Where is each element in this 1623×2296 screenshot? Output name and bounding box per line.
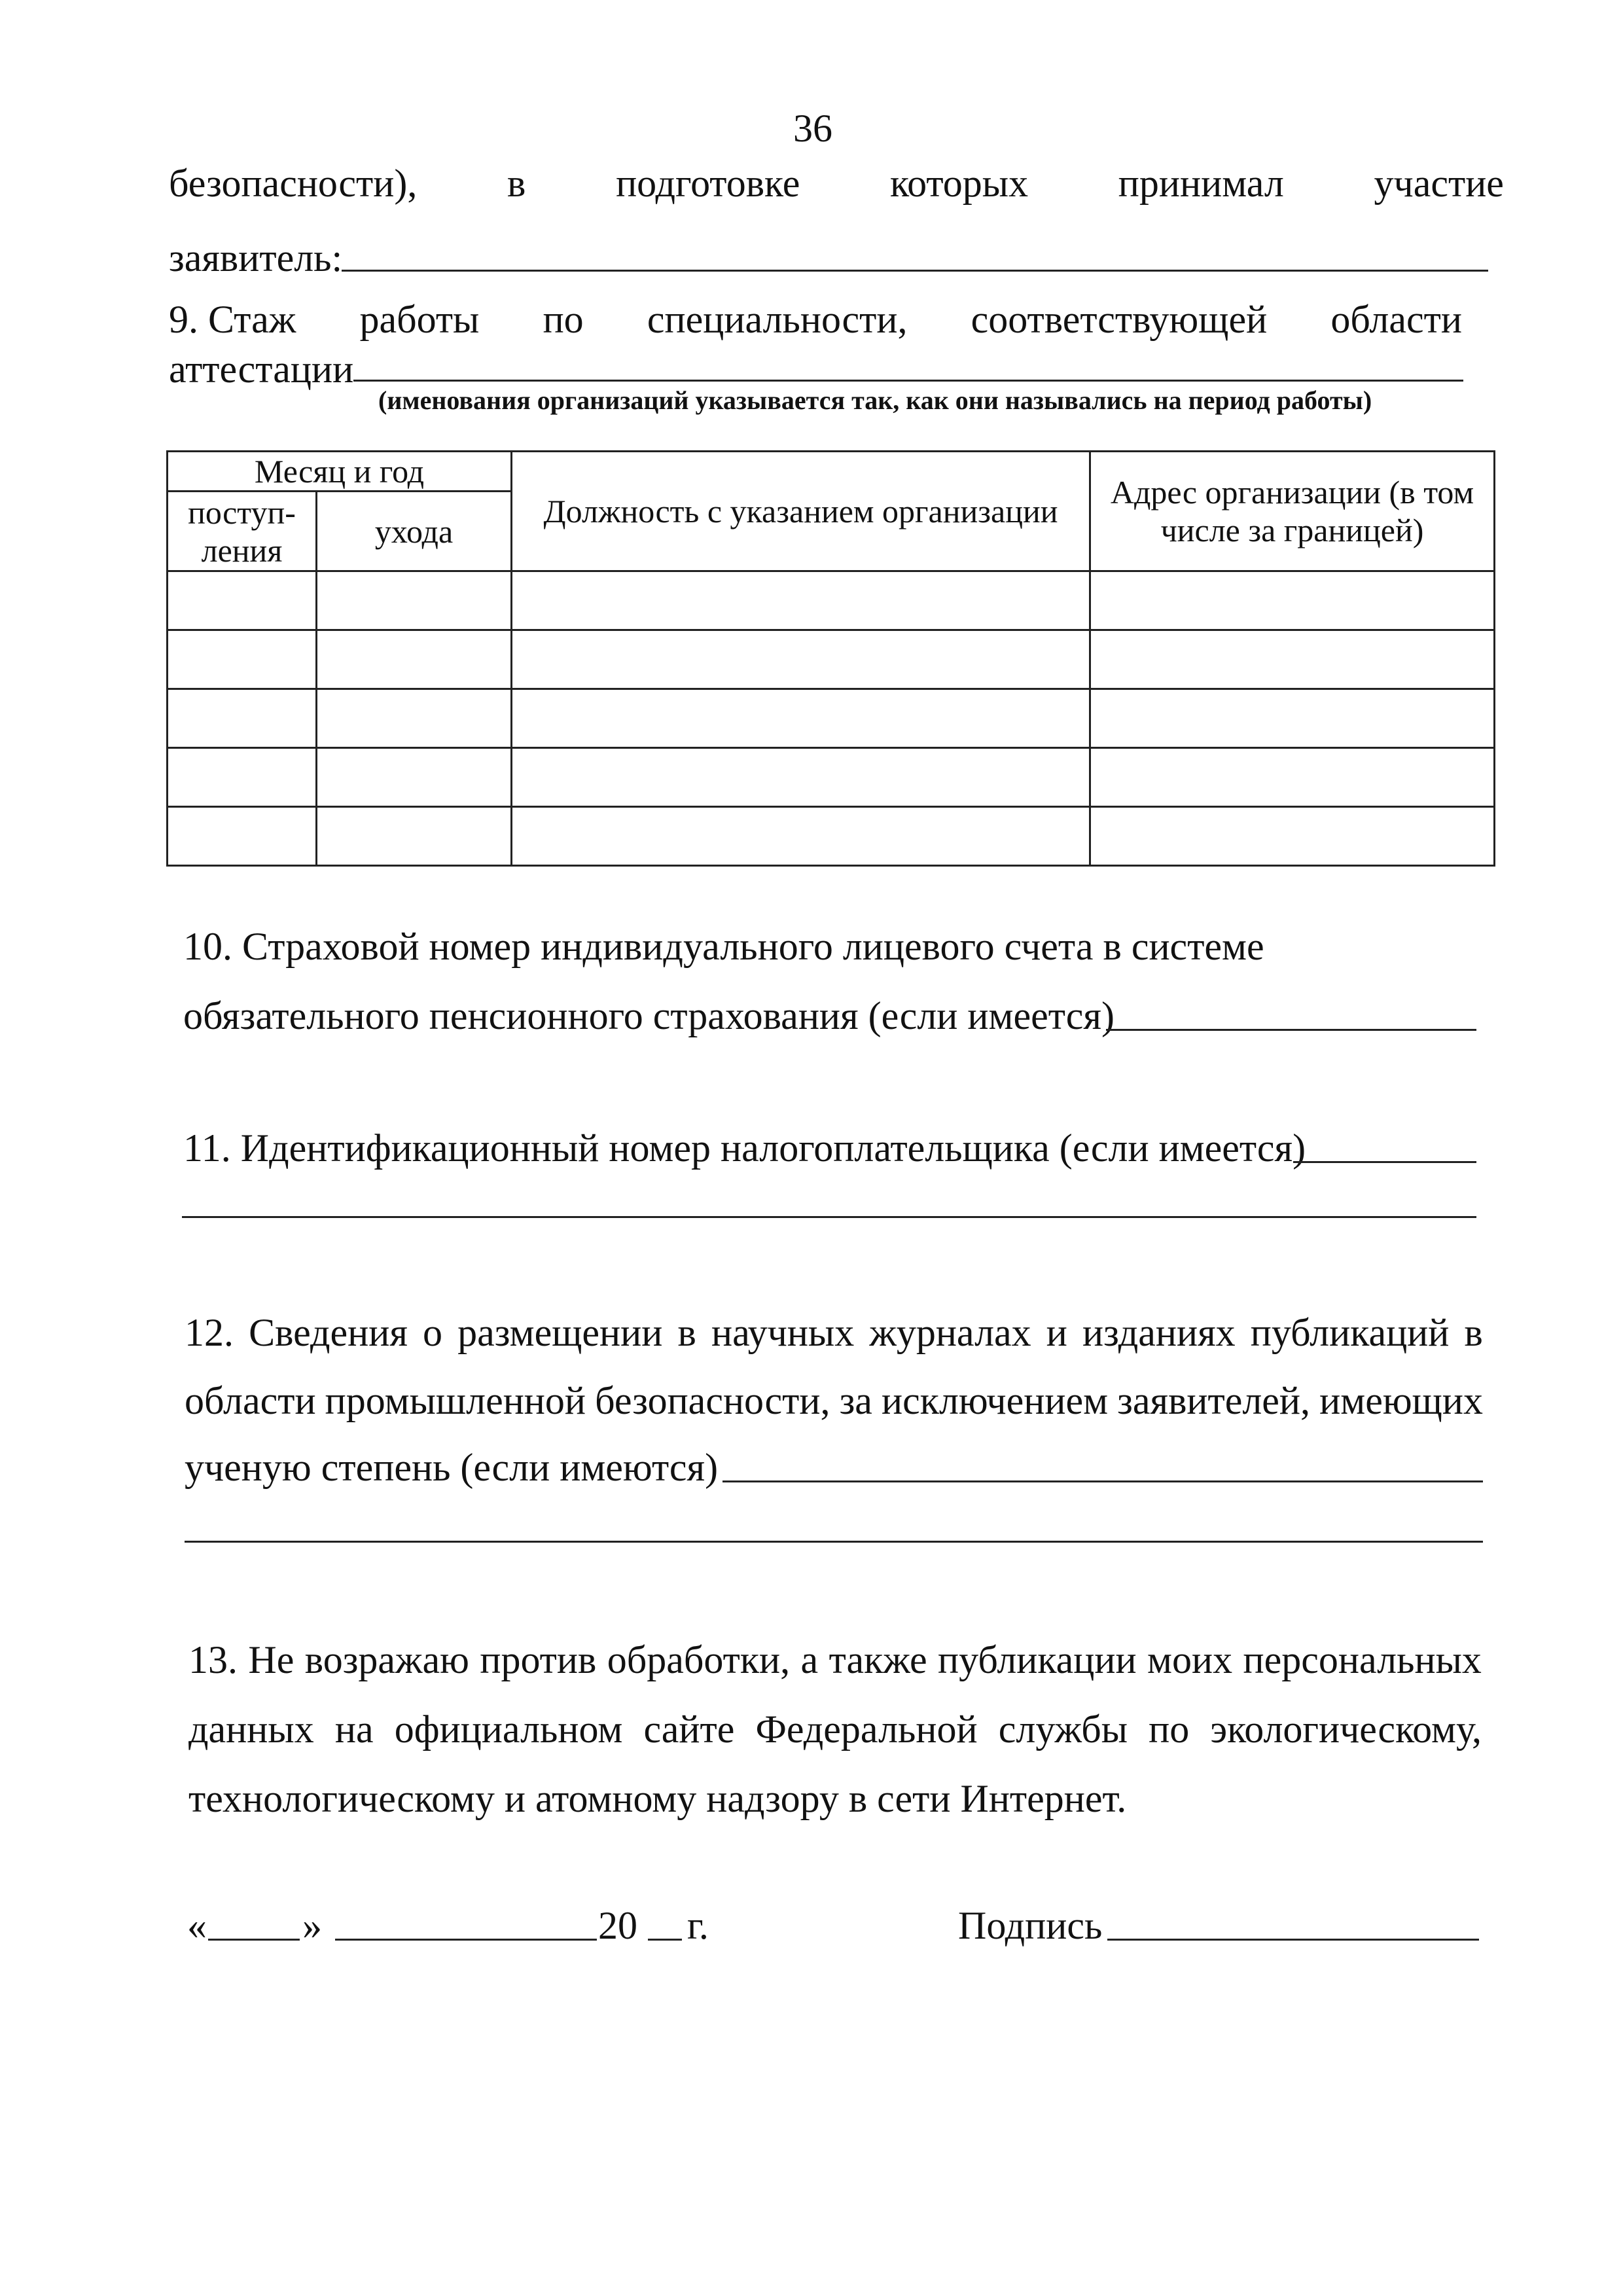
word: размещении: [457, 1311, 663, 1354]
section12-line2: [185, 1377, 1483, 1424]
word: промышленной: [325, 1379, 586, 1422]
table-row: [168, 748, 1495, 807]
word: изданиях: [1082, 1311, 1236, 1354]
table-cell[interactable]: [512, 748, 1090, 807]
word: работы: [359, 298, 480, 341]
table-cell[interactable]: [512, 571, 1090, 630]
word: а: [800, 1638, 819, 1681]
start-date-header: поступ- ления: [168, 492, 317, 571]
table-row: [168, 571, 1495, 630]
table-row: [168, 807, 1495, 866]
word: 13.: [188, 1638, 238, 1681]
applicant-label: заявитель:: [169, 236, 343, 279]
table-cell[interactable]: [317, 748, 512, 807]
publications-fill-line[interactable]: [722, 1480, 1483, 1482]
word: заявителей,: [1117, 1379, 1311, 1422]
word: Сведения: [249, 1311, 408, 1354]
work-history-table: [166, 450, 1495, 867]
word: публикации: [938, 1638, 1137, 1681]
table-cell[interactable]: [512, 630, 1090, 689]
position-header: Должность с указанием организации: [512, 452, 1090, 571]
section13-line3: технологическому и атомному надзору в сети Интернет.: [188, 1777, 1127, 1820]
table-cell[interactable]: [168, 571, 317, 630]
table-cell[interactable]: [1090, 748, 1495, 807]
word: в: [677, 1311, 696, 1354]
year-prefix: 20: [598, 1904, 637, 1947]
inn-fill-line-2[interactable]: [182, 1216, 1476, 1218]
word: Федеральной: [755, 1708, 978, 1751]
word: научных: [711, 1311, 855, 1354]
table-cell[interactable]: [1090, 807, 1495, 866]
section10-line2: обязательного пенсионного страхования (если имеется): [183, 994, 1115, 1037]
word: в: [507, 162, 526, 205]
word: безопасности),: [169, 162, 418, 205]
word: против: [480, 1638, 597, 1681]
org-names-caption: (именования организаций указывается так, как они назывались на период работы): [378, 386, 1372, 415]
word: Не: [248, 1638, 294, 1681]
signature-label: Подпись: [958, 1904, 1103, 1947]
attestation-label: аттестации: [169, 348, 354, 391]
word: соответствующей: [971, 298, 1268, 341]
word: принимал: [1118, 162, 1284, 205]
word: данных: [188, 1708, 314, 1751]
word: по: [1149, 1708, 1190, 1751]
table-cell[interactable]: [168, 807, 317, 866]
word: в: [1464, 1311, 1483, 1354]
word: публикаций: [1250, 1311, 1450, 1354]
month-fill-line[interactable]: [335, 1939, 597, 1941]
table-cell[interactable]: [317, 571, 512, 630]
year-suffix: г.: [687, 1904, 709, 1947]
word: журналах: [869, 1311, 1031, 1354]
table-cell[interactable]: [317, 630, 512, 689]
word: подготовке: [616, 162, 800, 205]
inn-fill-line[interactable]: [1293, 1161, 1476, 1163]
section12-line3: ученую степень (если имеются): [185, 1446, 719, 1489]
word: на: [334, 1708, 374, 1751]
address-header: Адрес организации (в том числе за границей): [1090, 452, 1495, 571]
word: обработки,: [607, 1638, 791, 1681]
word: специальности,: [647, 298, 908, 341]
publications-fill-line-2[interactable]: [185, 1541, 1483, 1543]
date-close-quote: »: [302, 1904, 322, 1947]
word: 9. Стаж: [169, 298, 296, 341]
word: о: [423, 1311, 443, 1354]
continuation-line: [169, 160, 1504, 207]
table-cell[interactable]: [168, 689, 317, 748]
table-cell[interactable]: [1090, 689, 1495, 748]
day-fill-line[interactable]: [208, 1939, 300, 1941]
table-cell[interactable]: [168, 630, 317, 689]
month-year-header: Месяц и год: [168, 452, 512, 492]
signature-fill-line[interactable]: [1107, 1939, 1479, 1941]
table-cell[interactable]: [512, 689, 1090, 748]
table-header-row: [168, 452, 1495, 492]
table-cell[interactable]: [317, 689, 512, 748]
section13-line2: [188, 1706, 1482, 1753]
section11-line1: 11. Идентификационный номер налогоплательщика (если имеется): [183, 1126, 1306, 1170]
word: и: [1046, 1311, 1067, 1354]
page-number: 36: [793, 107, 832, 150]
word: 12.: [185, 1311, 234, 1354]
word: по: [543, 298, 584, 341]
word: за: [839, 1379, 872, 1422]
table-cell[interactable]: [512, 807, 1090, 866]
word: возражаю: [304, 1638, 469, 1681]
word: моих: [1147, 1638, 1233, 1681]
date-open-quote: «: [187, 1904, 207, 1947]
word: сайте: [643, 1708, 735, 1751]
table-cell[interactable]: [317, 807, 512, 866]
table-row: [168, 630, 1495, 689]
word: официальном: [394, 1708, 623, 1751]
word: персональных: [1243, 1638, 1482, 1681]
word: области: [1330, 298, 1462, 341]
table-cell[interactable]: [1090, 630, 1495, 689]
word: исключением: [882, 1379, 1109, 1422]
table-cell[interactable]: [1090, 571, 1495, 630]
word: безопасности,: [595, 1379, 830, 1422]
snils-fill-line[interactable]: [1106, 1029, 1476, 1031]
applicant-fill-line[interactable]: [342, 270, 1488, 272]
word: службы: [998, 1708, 1128, 1751]
table-cell[interactable]: [168, 748, 317, 807]
table-row: [168, 689, 1495, 748]
end-date-header: ухода: [317, 492, 512, 571]
word: экологическому,: [1210, 1708, 1482, 1751]
section13-line1: [188, 1636, 1482, 1683]
word: области: [185, 1379, 316, 1422]
word: участие: [1374, 162, 1504, 205]
attestation-fill-line[interactable]: [353, 380, 1463, 382]
section12-line1: [185, 1309, 1483, 1356]
section9-line1: [169, 296, 1462, 343]
section10-line1: 10. Страховой номер индивидуального лицевого счета в системе: [183, 925, 1264, 968]
year-fill-line[interactable]: [648, 1939, 682, 1941]
word: имеющих: [1319, 1379, 1483, 1422]
word: также: [829, 1638, 927, 1681]
word: которых: [890, 162, 1029, 205]
